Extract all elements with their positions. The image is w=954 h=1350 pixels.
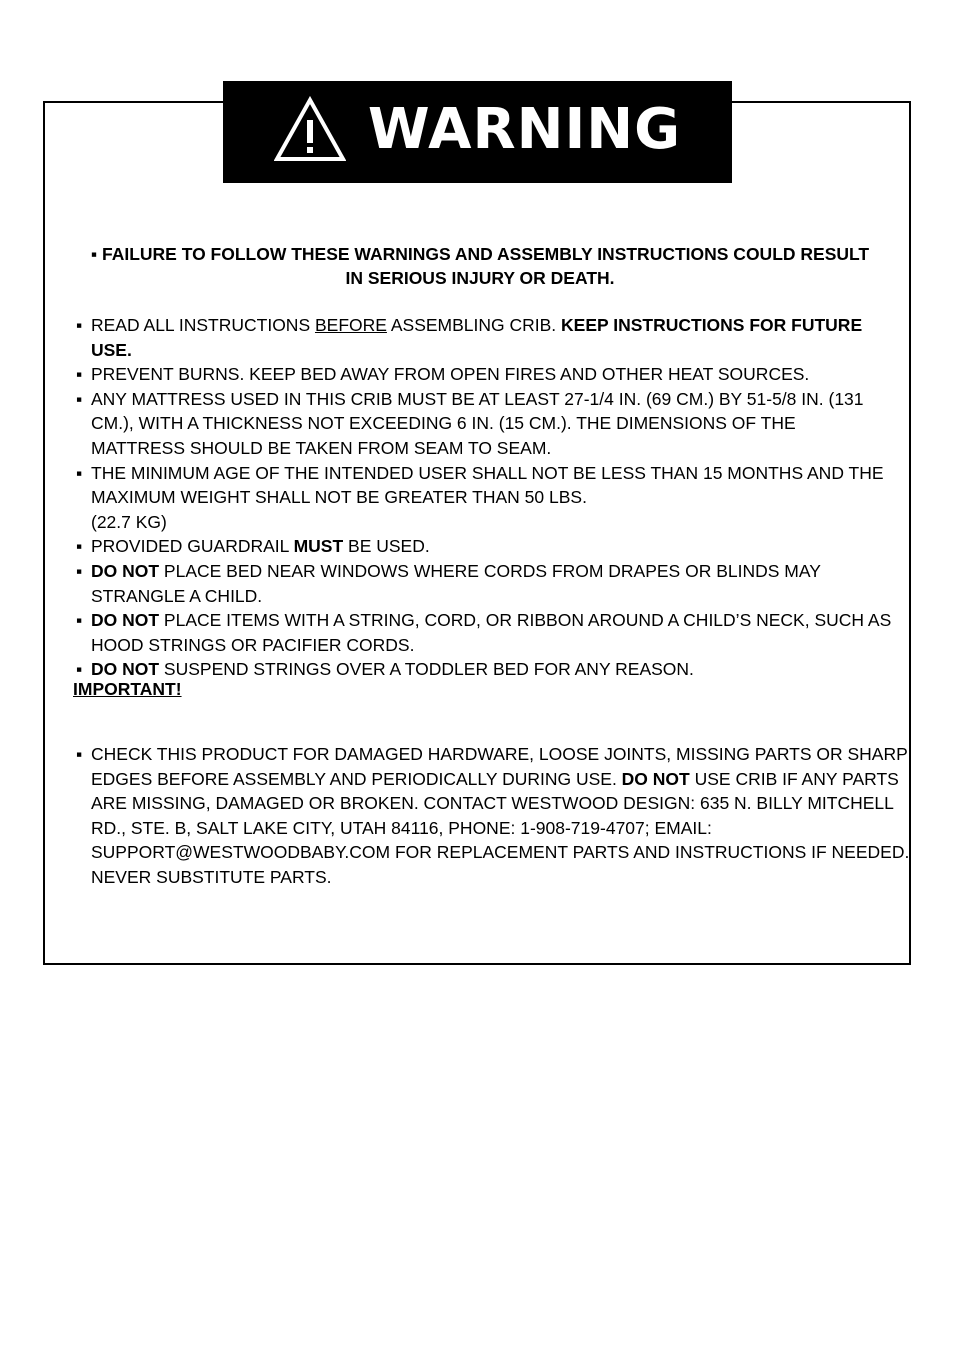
check-product-paragraph: ▪ CHECK THIS PRODUCT FOR DAMAGED HARDWARE, LOOSE JOINTS, MISSING PARTS OR SHARP EDGES BEFORE ASSEMBLY AND PERIODICALLY DURING USE. DO NOT USE CRIB IF ANY PARTS ARE MISSING, DAMAGED OR BROKEN. CONTACT WESTWOOD DESIGN: 635 N. BILLY MITCHELL RD., STE. B, SALT LAKE CITY, UTAH 84116, PHONE: 1-908-719-4707; EMAIL: SUPPORT@WESTWOODBABY.COM FOR REPLACEMENT PARTS AND INSTRUCTIONS IF NEEDED. NEVER SUBSTITUTE PARTS. [76,744,910,887]
list-item-guardrail: ▪ PROVIDED GUARDRAIL MUST BE USED. [76,536,430,557]
list-item-read-instructions: ▪ READ ALL INSTRUCTIONS BEFORE ASSEMBLING CRIB. KEEP INSTRUCTIONS FOR FUTURE USE. [76,315,863,360]
list-item-minimum-age: ▪ THE MINIMUM AGE OF THE INTENDED USER SHALL NOT BE LESS THAN 15 MONTHS AND THE MAXIMUM WEIGHT SHALL NOT BE GREATER THAN 50 LBS. (22.7 KG) [76,462,884,532]
list-item-suspend-strings: ▪ DO NOT SUSPEND STRINGS OVER A TODDLER BED FOR ANY REASON. [76,659,694,680]
warning-title: WARNING [367,96,682,162]
important-heading: IMPORTANT! [73,679,182,699]
list-item-windows: ▪ DO NOT PLACE BED NEAR WINDOWS WHERE CORDS FROM DRAPES OR BLINDS MAY STRANGLE A CHILD. [76,560,821,606]
bullet: ▪ [90,244,98,264]
warning-triangle-icon [274,96,346,162]
list-item-mattress: ▪ ANY MATTRESS USED IN THIS CRIB MUST BE AT LEAST 27-1/4 IN. (69 CM.) BY 51-5/8 IN. (131 CM.), WITH A THICKNESS NOT EXCEEDING 6 IN. (15 CM.). THE DIMENSIONS OF THE MATTRESS SHOULD BE TAKEN FROM SEAM TO SEAM. [76,388,864,458]
list-item-prevent-burns: ▪ PREVENT BURNS. KEEP BED AWAY FROM OPEN FIRES AND OTHER HEAT SOURCES. [76,364,810,385]
warning-list [73,313,893,682]
list-item-neck-items: ▪ DO NOT PLACE ITEMS WITH A STRING, CORD, OR RIBBON AROUND A CHILD’S NECK, SUCH AS HOOD STRINGS OR PACIFIER CORDS. [76,610,892,655]
warning-banner [223,81,732,183]
lead-warning [80,242,880,290]
lead-warning-text: FAILURE TO FOLLOW THESE WARNINGS AND ASSEMBLY INSTRUCTIONS COULD RESULT IN SERIOUS INJURY OR DEATH. [101,244,870,288]
